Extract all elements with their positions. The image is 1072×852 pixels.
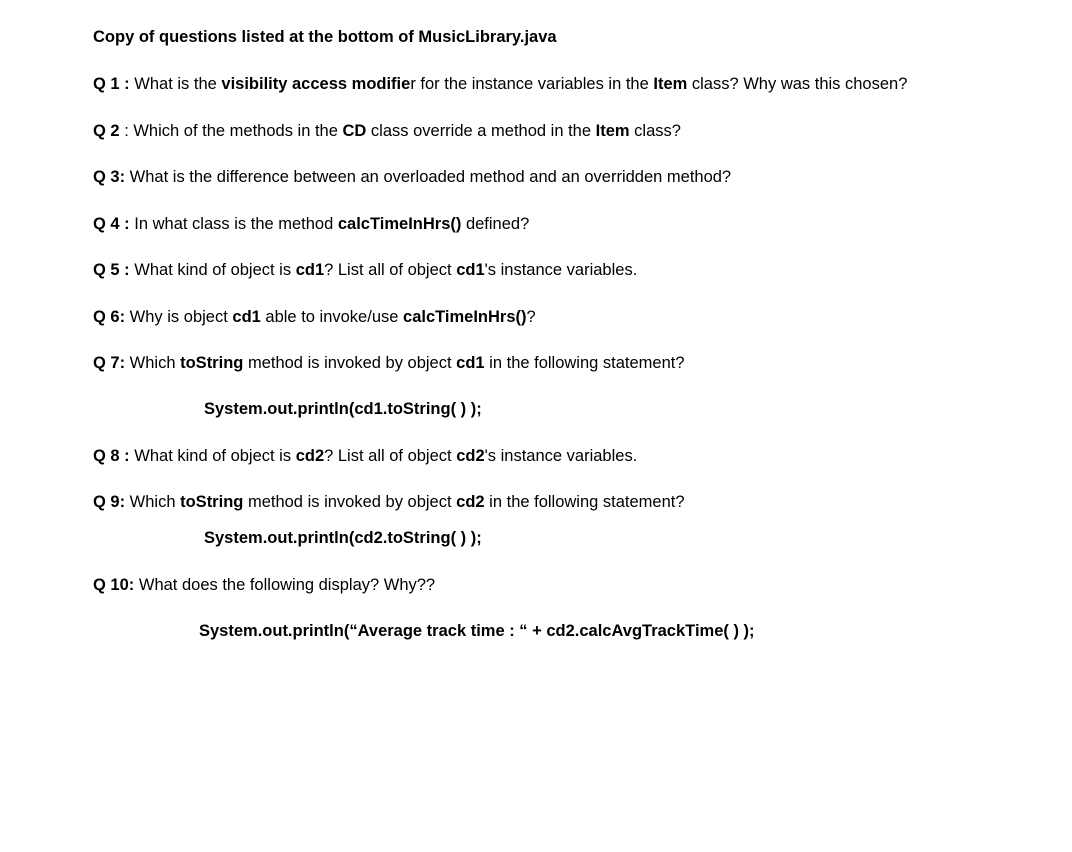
- question-9-code: System.out.println(cd2.toString( ) );: [204, 529, 482, 547]
- question-8: Q 8 : What kind of object is cd2? List all of object cd2's instance variables.: [93, 447, 638, 465]
- document-title: Copy of questions listed at the bottom of MusicLibrary.java: [93, 28, 557, 46]
- question-9: Q 9: Which toString method is invoked by object cd2 in the following statement?: [93, 493, 685, 511]
- question-5: Q 5 : What kind of object is cd1? List all of object cd1's instance variables.: [93, 261, 638, 279]
- question-4: Q 4 : In what class is the method calcTimeInHrs() defined?: [93, 215, 530, 233]
- question-6: Q 6: Why is object cd1 able to invoke/use calcTimeInHrs()?: [93, 308, 536, 326]
- question-7-code: System.out.println(cd1.toString( ) );: [204, 400, 482, 418]
- question-2: Q 2 : Which of the methods in the CD class override a method in the Item class?: [93, 122, 681, 140]
- question-10: Q 10: What does the following display? Why??: [93, 576, 436, 594]
- question-7: Q 7: Which toString method is invoked by object cd1 in the following statement?: [93, 354, 685, 372]
- question-3: Q 3: What is the difference between an overloaded method and an overridden method?: [93, 168, 732, 186]
- question-10-code: System.out.println(“Average track time : “ + cd2.calcAvgTrackTime( ) );: [199, 622, 755, 640]
- question-1: Q 1 : What is the visibility access modifier for the instance variables in the Item class? Why was this chosen?: [93, 75, 908, 93]
